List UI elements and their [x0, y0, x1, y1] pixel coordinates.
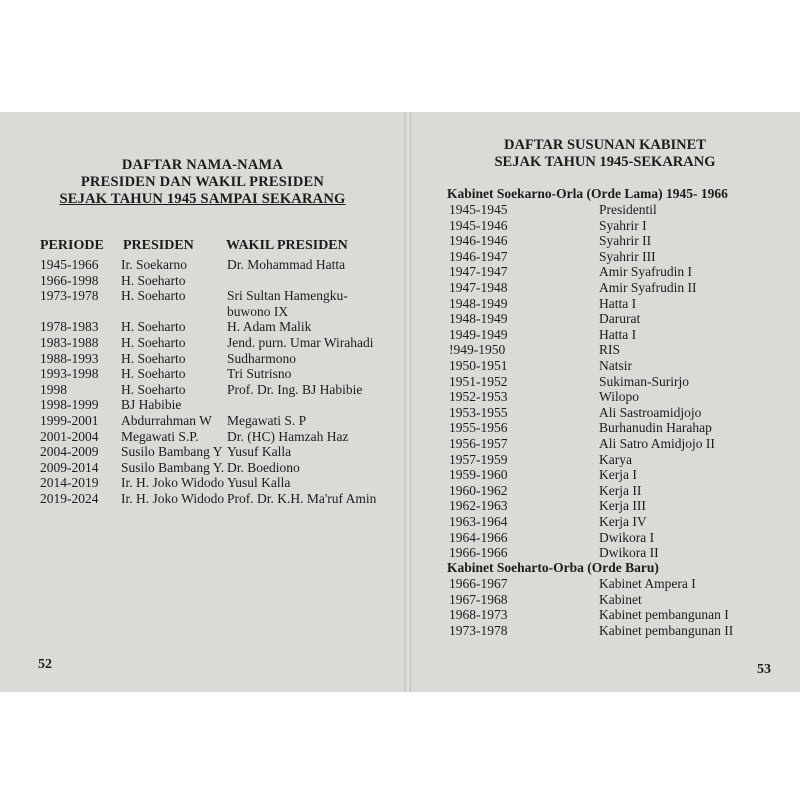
- table-cell-periode: 1948-1949: [449, 295, 508, 311]
- table-cell-wakil-presiden: buwono IX: [227, 303, 289, 319]
- table-cell-presiden: BJ Habibie: [121, 397, 182, 413]
- table-cell-periode: 1956-1957: [449, 436, 508, 451]
- table-cell-kabinet: Kabinet: [599, 591, 642, 607]
- table-cell-periode: 1964-1966: [449, 529, 508, 545]
- table-cell-wakil-presiden: H. Adam Malik: [227, 319, 312, 335]
- table-cell-periode: 1998-1999: [40, 397, 99, 413]
- table-cell-periode: 1967-1968: [449, 591, 508, 607]
- table-cell-kabinet: Syahrir II: [599, 233, 652, 249]
- table-cell-periode: 1963-1964: [449, 514, 508, 529]
- table-cell-periode: 1946-1947: [449, 248, 508, 264]
- table-cell-periode: 1953-1955: [449, 404, 508, 420]
- table-cell-wakil-presiden: Dr. (HC) Hamzah Haz: [227, 428, 349, 444]
- table-cell-periode: 1957-1959: [449, 451, 508, 467]
- table-cell-periode: 1955-1956: [449, 420, 508, 436]
- table-cell-periode: 1947-1947: [449, 264, 508, 280]
- table-cell-kabinet: Dwikora I: [599, 529, 655, 545]
- right-page-number: 53: [757, 662, 771, 677]
- table-cell-periode: 1966-1998: [40, 272, 99, 288]
- table-cell-periode: 1945-1946: [449, 217, 508, 233]
- section-orde-lama-title: Kabinet Soekarno-Orla (Orde Lama) 1945- 1966: [447, 186, 728, 201]
- table-cell-presiden: Megawati S.P.: [121, 428, 199, 444]
- table-cell-kabinet: Karya: [599, 451, 632, 467]
- table-cell-periode: 1951-1952: [449, 373, 508, 389]
- right-title-line-2: SEJAK TAHUN 1945-SEKARANG: [494, 154, 716, 170]
- book-spread: [0, 112, 800, 692]
- table-cell-periode: 2014-2019: [40, 475, 99, 491]
- table-cell-periode: 1959-1960: [449, 467, 508, 483]
- table-cell-periode: 1960-1962: [449, 482, 508, 498]
- left-title-line-1: DAFTAR NAMA-NAMA: [121, 157, 284, 173]
- table-cell-kabinet: Kabinet pembangunan II: [599, 622, 734, 638]
- table-cell-kabinet: Amir Syafrudin I: [599, 264, 692, 280]
- table-cell-periode: 1962-1963: [449, 498, 508, 514]
- table-cell-periode: 1966-1967: [449, 576, 508, 591]
- table-cell-kabinet: Kerja III: [599, 498, 646, 514]
- table-cell-periode: 2001-2004: [40, 428, 99, 444]
- table-cell-kabinet: Kabinet Ampera I: [599, 576, 696, 591]
- table-cell-kabinet: Amir Syafrudin II: [599, 280, 697, 295]
- table-cell-kabinet: Ali Sastroamidjojo: [599, 404, 702, 420]
- table-cell-periode: 2019-2024: [40, 491, 99, 506]
- left-page-title: [0, 157, 405, 208]
- table-cell-presiden: H. Soeharto: [121, 319, 186, 335]
- table-cell-presiden: Ir. Soekarno: [121, 257, 187, 272]
- table-cell-presiden: Abdurrahman W: [121, 413, 212, 428]
- table-cell-periode: 1973-1978: [40, 288, 99, 304]
- table-cell-presiden: H. Soeharto: [121, 335, 186, 350]
- table-cell-periode: 1999-2001: [40, 413, 99, 428]
- table-cell-kabinet: Darurat: [599, 311, 641, 327]
- table-cell-kabinet: Kerja II: [599, 482, 642, 498]
- right-title-line-1: DAFTAR SUSUNAN KABINET: [504, 137, 706, 153]
- table-cell-periode: 1950-1951: [449, 358, 508, 373]
- right-page-title: [410, 137, 800, 171]
- left-title-line-2: PRESIDEN DAN WAKIL PRESIDEN: [80, 174, 325, 190]
- table-cell-periode: 1968-1973: [449, 607, 508, 623]
- header-presiden: PRESIDEN: [123, 238, 194, 253]
- table-cell-presiden: H. Soeharto: [121, 350, 186, 366]
- table-cell-kabinet: Hatta I: [599, 326, 637, 342]
- left-title-line-3: SEJAK TAHUN 1945 SAMPAI SEKARANG: [59, 191, 346, 207]
- table-cell-kabinet: Natsir: [599, 358, 632, 373]
- table-cell-presiden: Ir. H. Joko Widodo: [121, 475, 225, 491]
- table-cell-kabinet: Sukiman-Surirjo: [599, 373, 689, 389]
- table-cell-periode: 1966-1966: [449, 545, 508, 561]
- table-cell-wakil-presiden: Dr. Boediono: [227, 459, 300, 475]
- table-cell-periode: 1948-1949: [449, 311, 508, 327]
- table-cell-periode: 1993-1998: [40, 366, 99, 382]
- table-cell-kabinet: Kerja IV: [599, 514, 647, 529]
- table-cell-periode: !949-1950: [449, 342, 506, 358]
- table-cell-presiden: H. Soeharto: [121, 272, 186, 288]
- table-cell-wakil-presiden: Yusul Kalla: [227, 475, 291, 491]
- table-cell-presiden: H. Soeharto: [121, 288, 186, 304]
- table-cell-kabinet: Presidentil: [599, 202, 657, 217]
- table-cell-kabinet: Wilopo: [599, 389, 639, 405]
- table-cell-kabinet: Syahrir III: [599, 248, 656, 264]
- table-cell-periode: 1946-1946: [449, 233, 508, 249]
- table-cell-kabinet: Ali Satro Amidjojo II: [599, 436, 715, 451]
- table-cell-kabinet: Dwikora II: [599, 545, 659, 561]
- table-cell-kabinet: Hatta I: [599, 295, 637, 311]
- table-cell-wakil-presiden: Prof. Dr. Ing. BJ Habibie: [227, 381, 363, 397]
- table-cell-wakil-presiden: Dr. Mohammad Hatta: [227, 257, 346, 272]
- section-orde-baru-title: Kabinet Soeharto-Orba (Orde Baru): [447, 560, 659, 575]
- table-cell-periode: 2004-2009: [40, 444, 99, 460]
- table-cell-wakil-presiden: Jend. purn. Umar Wirahadi: [227, 335, 374, 350]
- table-cell-presiden: H. Soeharto: [121, 381, 186, 397]
- table-cell-wakil-presiden: Megawati S. P: [227, 413, 307, 428]
- table-cell-kabinet: Kabinet pembangunan I: [599, 607, 729, 623]
- header-periode: PERIODE: [40, 238, 104, 253]
- table-cell-presiden: Susilo Bambang Y.: [121, 459, 225, 475]
- header-wakil-presiden: WAKIL PRESIDEN: [226, 238, 348, 253]
- table-cell-periode: 1998: [40, 381, 67, 397]
- table-cell-periode: 1947-1948: [449, 280, 508, 295]
- table-cell-periode: 1945-1945: [449, 202, 508, 217]
- table-cell-periode: 1952-1953: [449, 389, 508, 405]
- table-cell-kabinet: Burhanudin Harahap: [599, 420, 712, 436]
- table-cell-wakil-presiden: Tri Sutrisno: [227, 366, 292, 382]
- table-cell-kabinet: Syahrir I: [599, 217, 647, 233]
- table-cell-periode: 1945-1966: [40, 257, 99, 272]
- table-cell-wakil-presiden: Prof. Dr. K.H. Ma'ruf Amin: [227, 491, 377, 506]
- table-cell-periode: 2009-2014: [40, 459, 99, 475]
- table-cell-periode: 1988-1993: [40, 350, 99, 366]
- table-cell-presiden: Ir. H. Joko Widodo: [121, 491, 225, 506]
- table-cell-periode: 1949-1949: [449, 326, 508, 342]
- table-cell-periode: 1978-1983: [40, 319, 99, 335]
- table-cell-presiden: Susilo Bambang Y: [121, 444, 223, 460]
- table-cell-kabinet: RIS: [599, 342, 621, 358]
- table-cell-presiden: H. Soeharto: [121, 366, 186, 382]
- left-page-number: 52: [38, 657, 52, 672]
- table-cell-kabinet: Kerja I: [599, 467, 637, 483]
- table-cell-wakil-presiden: Sri Sultan Hamengku-: [227, 288, 348, 304]
- table-cell-periode: 1973-1978: [449, 622, 508, 638]
- table-cell-wakil-presiden: Sudharmono: [227, 350, 296, 366]
- table-cell-wakil-presiden: Yusuf Kalla: [227, 444, 292, 460]
- table-cell-periode: 1983-1988: [40, 335, 99, 350]
